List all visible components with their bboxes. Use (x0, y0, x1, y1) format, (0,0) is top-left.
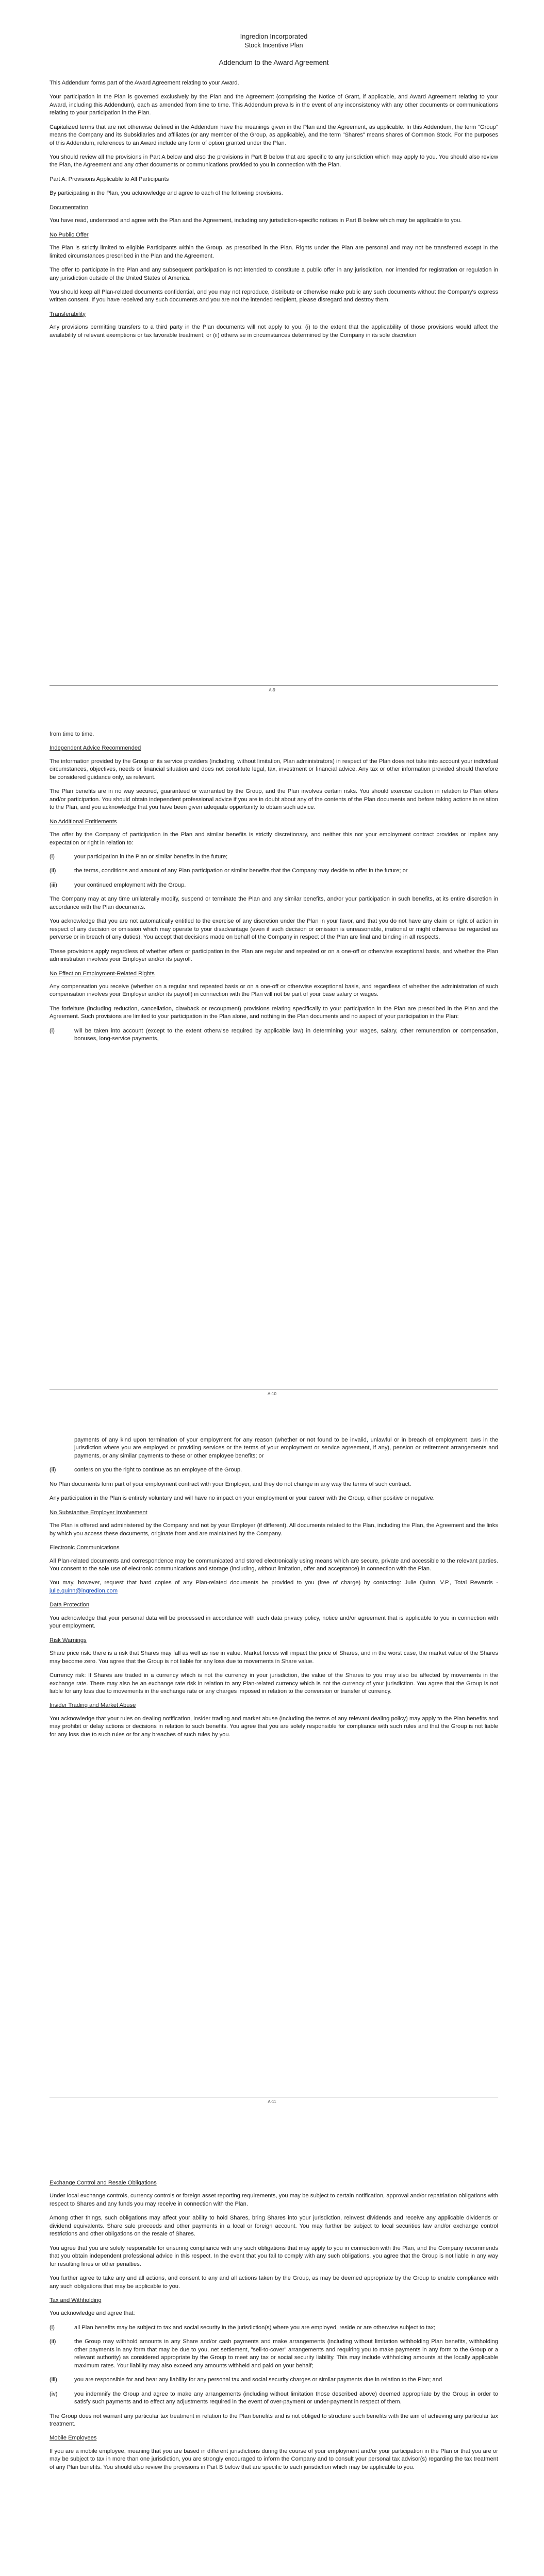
section-heading-tax-withholding: Tax and Withholding (50, 2297, 102, 2303)
paragraph: Among other things, such obligations may affect your ability to hold Shares, bring Shares into your jurisdiction, reinvest dividends and receive any applicable dividends or dividend equivalents. Share sale proceeds and other payments in a local or foreign account. You may further be subject to local securities law and/or exchange control restrictions and other obligations on the resale of Shares. (50, 2215, 498, 2238)
page-number: A-11 (268, 2099, 276, 2104)
paragraph: The Group does not warrant any particular tax treatment in relation to the Plan benefits and is not obliged to structure such benefits with the aim of achieving any particular tax treatment. (50, 2413, 498, 2427)
list-item-number: (iv) (50, 2391, 58, 2397)
paragraph: You have read, understood and agree with the Plan and the Agreement, including any jurisdiction-specific notices in Part B below which may be applicable to you. (50, 217, 462, 224)
page-3-content (50, 1436, 498, 1745)
section-heading-no-effect-employment: No Effect on Employment-Related Rights (50, 970, 155, 977)
document-title: Addendum to the Award Agreement (219, 59, 329, 67)
list-item-number: (i) (50, 2324, 55, 2331)
section-heading-data-protection: Data Protection (50, 1602, 90, 1608)
plan-name: Stock Incentive Plan (244, 41, 303, 49)
paragraph: The Plan benefits are in no way secured, guaranteed or warranted by the Group, and the Plan involves certain risks. You should exercise caution in relation to Plan offers and/or participation. You should obtain independent professional advice if you are in doubt about any of the contents of the Plan documents and before taking actions in relation to the Plan, and you acknowledge that you have been given adequate opportunity to obtain such advice. (50, 788, 498, 811)
paragraph: You agree that you are solely responsible for ensuring compliance with any such obligations that may apply to you in connection with the Plan, and the Company recommends that you obtain independent professional advice in this respect. In the event that you fail to comply with any such obligations, you agree that the Group is not liable in any way for resulting fines or other penalties. (50, 2245, 498, 2267)
section-heading-insider-trading: Insider Trading and Market Abuse (50, 1702, 136, 1709)
section-heading-transferability: Transferability (50, 311, 86, 317)
section-heading-independent-advice: Independent Advice Recommended (50, 745, 141, 752)
list-item-number: (iii) (50, 2377, 57, 2383)
list-item (50, 1027, 498, 1043)
paragraph: You acknowledge that your rules on dealing notification, insider trading and market abuse (including the terms of any relevant dealing policy) may apply to the Plan benefits and may prohibit or delay actions or decisions in relation to such benefits. You agree that you are solely responsible for compliance with such rules and that the Group is not liable for any loss due to such rules or for any breaches of such rules by you. (50, 1715, 498, 1738)
page-1 (0, 0, 544, 706)
paragraph: The Plan is strictly limited to eligible Participants within the Group, as prescribed in the Plan. Rights under the Plan are personal and may not be transferred except in the limited circumstances prescribed in the Plan and the Agreement. (50, 245, 498, 259)
section-heading-no-employer-involvement: No Substantive Employer Involvement (50, 1509, 147, 1516)
section-heading-electronic-communications: Electronic Communications (50, 1545, 120, 1551)
paragraph: Any provisions permitting transfers to a third party in the Plan documents will not apply to you: (i) to the extent that the applicability of those provisions would affect the availability of relevant exemptions or tax favorable treatment; or (ii) otherwise in circumstances determined by the Company in its sole discretion (50, 324, 498, 338)
paragraph: Under local exchange controls, currency controls or foreign asset reporting requirements, you may be subject to certain notification, approval and/or repatriation obligations with respect to Shares and any funds you may receive in connection with the Plan. (50, 2193, 498, 2207)
list-item (50, 867, 498, 875)
section-heading-no-additional-entitlements: No Additional Entitlements (50, 818, 117, 825)
paragraph: These provisions apply regardless of whether offers or participation in the Plan are regular and repeated or on a one-off or otherwise exceptional basis, and whether the Plan administration involves your Employer and/or its payroll. (50, 948, 498, 963)
page-2-content (50, 731, 498, 1049)
list-item-number: (iii) (50, 882, 57, 888)
paragraph: The forfeiture (including reduction, cancellation, clawback or recoupment) provisions relating specifically to your participation in the Plan are prescribed in the Plan and the Agreement. Such provisions are limited to your participation in the Plan alone, and nothing in the Plan documents and no aspect of your participation in the Plan: (50, 1005, 498, 1020)
section-heading-exchange-control: Exchange Control and Resale Obligations (50, 2180, 157, 2186)
list-item-text: the Group may withhold amounts in any Share and/or cash payments and make arrangements (including without limitation withholding Plan benefits, withholding other payments in any form that may be due to you, net settlement, "sell-to-cover" arrangements and requiring you to make payments in any form to the Group or a relevant authority) as considered appropriate by the Group to meet any tax or social security liability. This may include withholding amounts at the locally applicable maximum rates. Your liability may also exceed any amounts withheld and paid on your behalf; (74, 2338, 498, 2369)
list-item-text: the terms, conditions and amount of any Plan participation or similar benefits that the Company may decide to offer in the future; or (74, 868, 408, 874)
paragraph: You should keep all Plan-related documents confidential, and you may not reproduce, distribute or otherwise make public any such documents without the Company's express written consent. If you have received any such documents and you are not the intended recipient, please disregard and destroy them. (50, 289, 498, 303)
section-heading-documentation: Documentation (50, 204, 89, 211)
paragraph: from time to time. (50, 731, 94, 737)
paragraph: You should review all the provisions in Part A below and also the provisions in Part B below that are specific to any jurisdiction which may apply to you. You should also review the Plan, the Agreement and any other documents or communications provided to you in connection with the Plan. (50, 154, 498, 168)
page-4-content (50, 2179, 498, 2478)
list-item-text: all Plan benefits may be subject to tax and social security in the jurisdiction(s) where you are employed, reside or are otherwise subject to tax; (74, 2324, 436, 2331)
section-heading-risk-warnings: Risk Warnings (50, 1637, 87, 1643)
company-name: Ingredion Incorporated (240, 32, 308, 40)
list-item (50, 2376, 498, 2384)
paragraph: The Company may at any time unilaterally modify, suspend or terminate the Plan and any similar benefits, and/or your participation in such benefits, at its entire discretion in accordance with the Plan documents. (50, 896, 498, 910)
page-3 (0, 1412, 544, 2117)
list-item (50, 882, 498, 889)
page-2 (0, 706, 544, 1412)
list-item-number: (i) (50, 1027, 55, 1034)
list-item-text: will be taken into account (except to the extent otherwise required by applicable law) in determining your wages, salary, other remuneration or compensation, bonuses, long-service payments, (74, 1027, 498, 1042)
part-a-heading: Part A: Provisions Applicable to All Participants (50, 176, 169, 182)
paragraph: The offer by the Company of participation in the Plan and similar benefits is strictly discretionary, and neither this nor your employment contract provides or implies any expectation or right in relation to: (50, 832, 498, 846)
page-number: A-10 (268, 1392, 276, 1396)
list-item-text: your participation in the Plan or similar benefits in the future; (74, 853, 228, 860)
list-item (50, 1466, 498, 1474)
paragraph: All Plan-related documents and correspondence may be communicated and stored electronically using means which are secure, private and accessible to the relevant parties. You consent to the sole use of electronic communications and storage (including, without limitation, offer and acceptance) in connection with the Plan. (50, 1557, 498, 1572)
list-item (50, 2391, 498, 2406)
paragraph: Currency risk: If Shares are traded in a currency which is not the currency in your jurisdiction, the value of the Shares to you may also be affected by movements in the exchange rate. There may also be an exchange rate risk in relation to any Plan-related currency which is not the currency of your jurisdiction. You agree that the Group is not liable for any loss due to movements in the exchange rate or any charges imposed in relation to the conversion or transfer of currency. (50, 1672, 498, 1694)
paragraph: Share price risk: there is a risk that Shares may fall as well as rise in value. Market forces will impact the price of Shares, and in the worst case, the market value of the Shares may become zero. You agree that the Group is not liable for any loss due to movements in Share value. (50, 1650, 498, 1665)
paragraph: If you are a mobile employee, meaning that you are based in different jurisdictions during the course of your employment and/or your participation in the Plan or that you are or may be subject to tax in more than one jurisdiction, you are strongly encouraged to inform the Company and to consult your personal tax advisor(s) regarding the tax treatment of any Plan benefits. You should also review the provisions in Part B below that are specific to each jurisdiction which may be applicable to you. (50, 2448, 498, 2470)
list-item-number: (ii) (50, 1467, 56, 1473)
paragraph: Capitalized terms that are not otherwise defined in the Addendum have the meanings given in the Plan and the Agreement, as applicable. In this Addendum, the term "Group" means the Company and its Subsidiaries and affiliates (or any member of the Group, as applicable), and the term "Shares" means shares of Common Stock. For the purposes of this Addendum, references to an Award include any form of option granted under the Plan. (50, 124, 498, 146)
contact-email-link[interactable]: julie.quinn@ingredion.com (50, 1587, 118, 1594)
paragraph: The offer to participate in the Plan and any subsequent participation is not intended to constitute a public offer in any jurisdiction, nor intended for registration or regulation in any jurisdiction outside of the United States of America. (50, 267, 498, 281)
paragraph-contact (50, 1579, 498, 1595)
page-divider (50, 685, 498, 686)
page-1-content (50, 32, 498, 346)
list-item (50, 2338, 498, 2370)
paragraph: Any compensation you receive (whether on a regular and repeated basis or on a one-off or otherwise exceptional basis, and regardless of whether the administration of such compensation involves your Employer and/or its payroll) in connection with the Plan will not be part of your base salary or wages. (50, 983, 498, 998)
paragraph: You acknowledge that your personal data will be processed in accordance with each data privacy policy, notice and/or agreement that is applicable to you in connection with your employment. (50, 1615, 498, 1630)
paragraph: The information provided by the Group or its service providers (including, without limitation, Plan administrators) in respect of the Plan does not take into account your individual circumstances, objectives, needs or financial situation and does not constitute legal, tax, investment or financial advice. Any tax or other information provided should therefore be considered guidance only, as relevant. (50, 758, 498, 781)
page-4 (0, 2117, 544, 2576)
section-heading-no-public-offer: No Public Offer (50, 231, 89, 238)
list-item-number: (ii) (50, 868, 56, 874)
list-item (50, 853, 498, 861)
list-item-continued (50, 1436, 498, 1460)
paragraph: By participating in the Plan, you acknowledge and agree to each of the following provisions. (50, 190, 283, 197)
list-item-text: payments of any kind upon termination of your employment for any reason (whether or not found to be invalid, unlawful or in breach of employment laws in the jurisdiction where you are employed or providing services or the terms of your employment or service agreement, if any), pension or retirement arrangements and payments, or any similar payments to these or other employee benefits; or (74, 1437, 498, 1459)
list-item-number: (ii) (50, 2338, 56, 2345)
paragraph: Any participation in the Plan is entirely voluntary and will have no impact on your employment or your career with the Group, either positive or negative. (50, 1495, 435, 1502)
paragraph: You acknowledge that you are not automatically entitled to the exercise of any discretion under the Plan in your favor, and that you do not have any claim or right of action in respect of any decision or omission which may operate to your disadvantage (even if such decision or omission is unreasonable, irrational or might otherwise be regarded as perverse or in breach of any duties). You accept that decisions made on behalf of the Company in respect of the Plan are final and binding in all respects. (50, 918, 498, 941)
list-item-text: your continued employment with the Group. (74, 882, 186, 888)
list-item-text: you indemnify the Group and agree to make any arrangements (including without limitation those described above) deemed appropriate by the Group in order to satisfy such payments and to effect any adjustments required in the event of over-payment or under-payment in respect of them. (74, 2391, 498, 2405)
paragraph: This Addendum forms part of the Award Agreement relating to your Award. (50, 79, 239, 86)
contact-text: You may, however, request that hard copies of any Plan-related documents be provided to you (free of charge) by contacting: Julie Quinn, V.P., Total Rewards - (50, 1580, 498, 1586)
section-heading-mobile-employees: Mobile Employees (50, 2435, 97, 2442)
list-item-number: (i) (50, 853, 55, 860)
list-item-text: you are responsible for and bear any liability for any personal tax and social security charges or similar payments due in relation to the Plan; and (74, 2377, 442, 2383)
list-item (50, 2324, 498, 2332)
paragraph: Your participation in the Plan is governed exclusively by the Plan and the Agreement (comprising the Notice of Grant, if applicable, and Award Agreement relating to your Award, including this Addendum), each as amended from time to time. This Addendum prevails in the event of any inconsistency with any other documents or communications relating to your participation in the Plan. (50, 94, 498, 116)
list-item-text: confers on you the right to continue as an employee of the Group. (74, 1467, 242, 1473)
page-number: A-9 (269, 688, 275, 692)
paragraph: No Plan documents form part of your employment contract with your Employer, and they do not change in any way the terms of such contract. (50, 1481, 411, 1487)
paragraph: You further agree to take any and all actions, and consent to any and all actions taken by the Group, as may be deemed appropriate by the Group to enable compliance with any such obligations that may be applicable to you. (50, 2275, 498, 2290)
paragraph: The Plan is offered and administered by the Company and not by your Employer (if different). All documents related to the Plan, including the Plan, the Agreement and the links by which you access these documents, originate from and are maintained by the Company. (50, 1522, 498, 1537)
paragraph: You acknowledge and agree that: (50, 2310, 135, 2317)
